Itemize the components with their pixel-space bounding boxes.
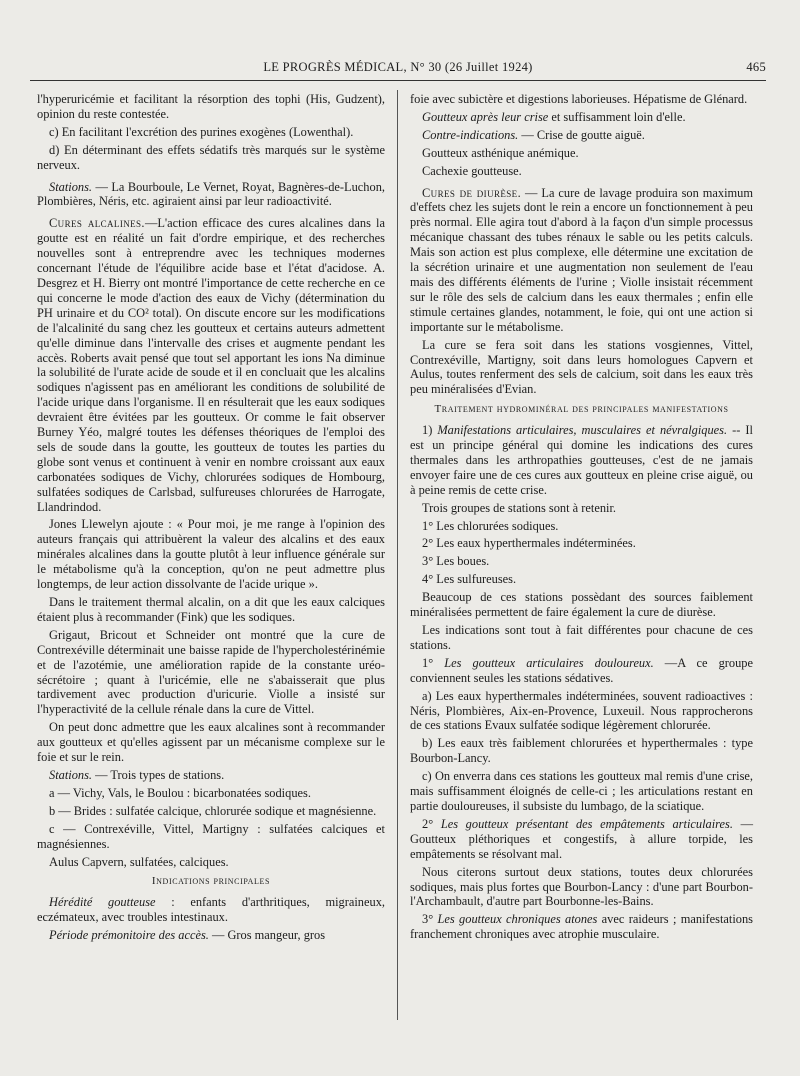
run-in-label: Les goutteux présentant des empâtements articulaires. [440,816,733,831]
paragraph [37,768,385,783]
paragraph: foie avec subictère et digestions laborieuses. Hépatisme de Glénard. [410,92,748,106]
running-header [30,58,766,81]
paragraph: Dans le traitement thermal alcalin, on a dit que les eaux calciques étaient plus à recommander (Fink) que les sodiques. [37,595,385,624]
paragraph [37,180,385,210]
paragraph-text: — Goutteux pléthoriques et congestifs, à allure torpide, les empâtements se résolvant mal. [410,816,753,861]
journal-title: LE PROGRÈS MÉDICAL, N° 30 (26 Juillet 1924) [263,60,533,74]
run-in-label: Goutteux après leur crise [422,109,549,124]
paragraph: Jones Llewelyn ajoute : « Pour moi, je me range à l'opinion des auteurs français qui attribuèrent la valeur des alcalins et des eaux minérales alcalines dans la goutte plutôt à leur influence générale sur le métabolisme qu'à la conception, qu'on ne peut admettre plus longtemps, de leur action dissolvante de l'acide urique ». [37,517,385,592]
right-column [410,92,753,945]
list-item: 1° Les chlorurées sodiques. [422,518,559,533]
item-number: 1) [422,423,438,438]
list-item: 4° Les sulfureuses. [422,572,517,587]
paragraph: Nous citerons surtout deux stations, toutes deux chlorurées sodiques, mais plus fortes que Bourbon-Lancy : d'une part Bourbon-l'Archambault, d'autre part Bourbonne-les-Bains. [410,864,753,909]
paragraph: Trois groupes de stations sont à retenir. [422,500,616,515]
paragraph: a) Les eaux hyperthermales indéterminées, souvent radioactives : Néris, Plombières, Aix-en-Provence, Luxeuil. Nous rapprocherons de ces stations Evaux sulfatée sodique légèrement chlorurée. [410,688,753,733]
run-in-label: Hérédité goutteuse [49,895,156,910]
paragraph-text: —A ce groupe conviennent seules les stations sédatives. [410,655,753,685]
list-item: b — Brides : sulfatée calcique, chlorurée sodique et magnésienne. [49,803,377,818]
paragraph: Cachexie goutteuse. [422,163,522,178]
run-in-label: Contre-indications. [422,127,519,142]
paragraph-text: — Trois types de stations. [92,767,225,782]
list-item: Aulus Capvern, sulfatées, calciques. [49,854,229,869]
paragraph: c) On enverra dans ces stations les goutteux mal remis d'une crise, mais suffisamment éloignés de celle-ci ; les articulations restant en partie douloureuses, il subsiste du lumbago, de la sciatique. [410,769,753,813]
paragraph [37,216,385,514]
section-heading: Cures alcalines. [49,216,145,231]
list-item: c — Contrexéville, Vittel, Martigny : sulfatées calciques et magnésiennes. [37,821,385,851]
paragraph: l'hyperuricémie et facilitant la résorption des tophi (His, Gudzent), opinion du reste contestée. [37,92,385,121]
column-divider [397,90,398,1020]
page-number: 465 [746,60,766,74]
run-in-label: Les goutteux chroniques atones [437,912,598,927]
paragraph [410,423,753,498]
paragraph-text: -- Il est un principe général qui domine les indications des cures thermales dans les arthropathies goutteuses, c'est de ne jamais envoyer faire une de ces cures aux goutteux en pleine crise aiguë, ou à peine remis de cette crise. [410,423,753,497]
paragraph [410,817,753,862]
paragraph: Beaucoup de ces stations possèdant des sources faiblement minéralisées permettent de faire également la cure de diurèse. [410,590,753,620]
paragraph [410,128,753,143]
section-heading: Indications principales [151,875,271,888]
paragraph [410,912,753,942]
paragraph: La cure se fera soit dans les stations vosgiennes, Vittel, Contrexéville, Martigny, soit dans leurs homologues Capvern et Aulus, toutes renferment des sels de calcium, soit dans les eaux très peu minéralisées d'Evian. [410,337,753,397]
run-in-label: Période prémonitoire des accès. [49,928,209,943]
run-in-label: Stations. [49,767,93,782]
paragraph-text: — Crise de goutte aiguë. [518,127,645,142]
paragraph: On peut donc admettre que les eaux alcalines sont à recommander aux goutteux et qu'elles agissent par un mécanisme complexe sur le foie et sur le rein. [37,720,385,765]
section-heading: Cures de diurèse. [422,185,522,200]
paragraph [410,186,753,335]
paragraph-text: — La cure de lavage produira son maximum d'effets chez les sujets dont le rein a encore un fonctionnement à peu près normal. Elle agira tout d'abord à la façon d'un simple processus mécanique chassant des tubes rénaux le sable ou les petits calculs. Mais son action est plus complexe, elle détermine une excitation de la sécrétion urinaire et une augmentation non seulement de l'eau mais des différents éléments de l'urine ; Violle insistait récemment sur le rôle des sels de calcium dans les eaux thermales ; enfin elle stimule certaines glandes, notamment, le foie, qui ont une action si importante sur le métabolisme. [410,185,754,334]
paragraph-text: — La Bourboule, Le Vernet, Royat, Bagnères-de-Luchon, Plombières, Néris, etc. agiraient ainsi par leur radioactivité. [37,179,385,209]
paragraph: d) En déterminant des effets sédatifs très marqués sur le système nerveux. [37,142,385,172]
paragraph-text: et suffisamment loin d'elle. [548,109,686,124]
paragraph: Les indications sont tout à fait différentes pour chacune de ces stations. [410,623,753,652]
list-item: 2° Les eaux hyperthermales indéterminées. [422,536,636,551]
section-heading: Traitement hydrominéral des principales manifestations [434,403,729,416]
paragraph: c) En facilitant l'excrétion des purines exogènes (Lowenthal). [49,124,354,139]
paragraph [37,895,385,925]
item-number: 1° [422,655,445,670]
paragraph: Goutteux asthénique anémique. [422,145,579,160]
left-column [37,92,385,946]
paragraph: b) Les eaux très faiblement chlorurées et hyperthermales : type Bourbon-Lancy. [410,736,753,766]
run-in-label: Manifestations articulaires, musculaires et névralgiques. [437,423,728,438]
paragraph [410,110,753,125]
paragraph-text: — Gros mangeur, gros [208,928,326,943]
paragraph-text: : enfants d'arthritiques, migraineux, eczémateux, avec troubles intestinaux. [37,895,385,925]
paragraph-text: —L'action efficace des cures alcalines dans la goutte est en réalité un fait d'ordre empirique, et des recherches nouvelles sont à entreprendre avec les techniques modernes concernant l'étude de l'équilibre acide base et l'état d'acidose. A. Desgrez et H. Bierry ont montré l'importance de cette recherche en ce qui concerne le mode d'action des eaux de Vichy (détermination du PH urinaire et du CO² total). On discute encore sur les modifications de l'alcalinité du sang chez les goutteux et certains auteurs admettent qu'elle diminue dans l'intervalle des crises et augmente pendant les accès. Roberts avait pensé que tout sel apportant les ions Na diminue la solubilité de l'urate acide de soude et il en concluait que les alcalins sodiques n'agissent pas en améliorant les conditions de solubilité de l'acide urique dans l'organisme. Il en résulterait que les eaux sodiques devraient être évitées par les goutteux. Or comme le fait observer Burney Yéo, malgré toutes les défenses théoriques de l'emploi des sels de soude dans la goutte, les goutteux de toutes les parties du globe sont venus et continuent à venir en nombre croissant aux eaux carbonatées sodiques de Vichy, chlorurées sodiques de Hombourg, sulfatées sodiques de Carlsbad, sulfureuses chlorurées de Harrogate, Llandrindod. [37,216,385,514]
item-number: 2° [422,816,441,831]
paragraph-text: avec raideurs ; manifestations franchement chroniques avec atrophie musculaire. [410,912,754,942]
paragraph [410,656,753,686]
list-item: a — Vichy, Vals, le Boulou : bicarbonatées sodiques. [49,785,311,800]
paragraph [37,928,385,943]
paragraph: Grigaut, Bricout et Schneider ont montré que la cure de Contrexéville déterminait une baisse rapide de l'hypercholestérinémie et de l'azotémie, une amélioration rapide de la constante uréo-sécrétoire ; quant à l'uricémie, elle ne s'abaisserait que plus tardivement avec production d'uricurie. Violle a insisté sur l'hyperactivité de la cellule rénale dans la cure de Vittel. [37,627,385,717]
run-in-label: Stations. [49,179,93,194]
list-item: 3° Les boues. [422,554,490,569]
item-number: 3° [422,912,438,927]
run-in-label: Les goutteux articulaires douloureux. [444,655,654,670]
